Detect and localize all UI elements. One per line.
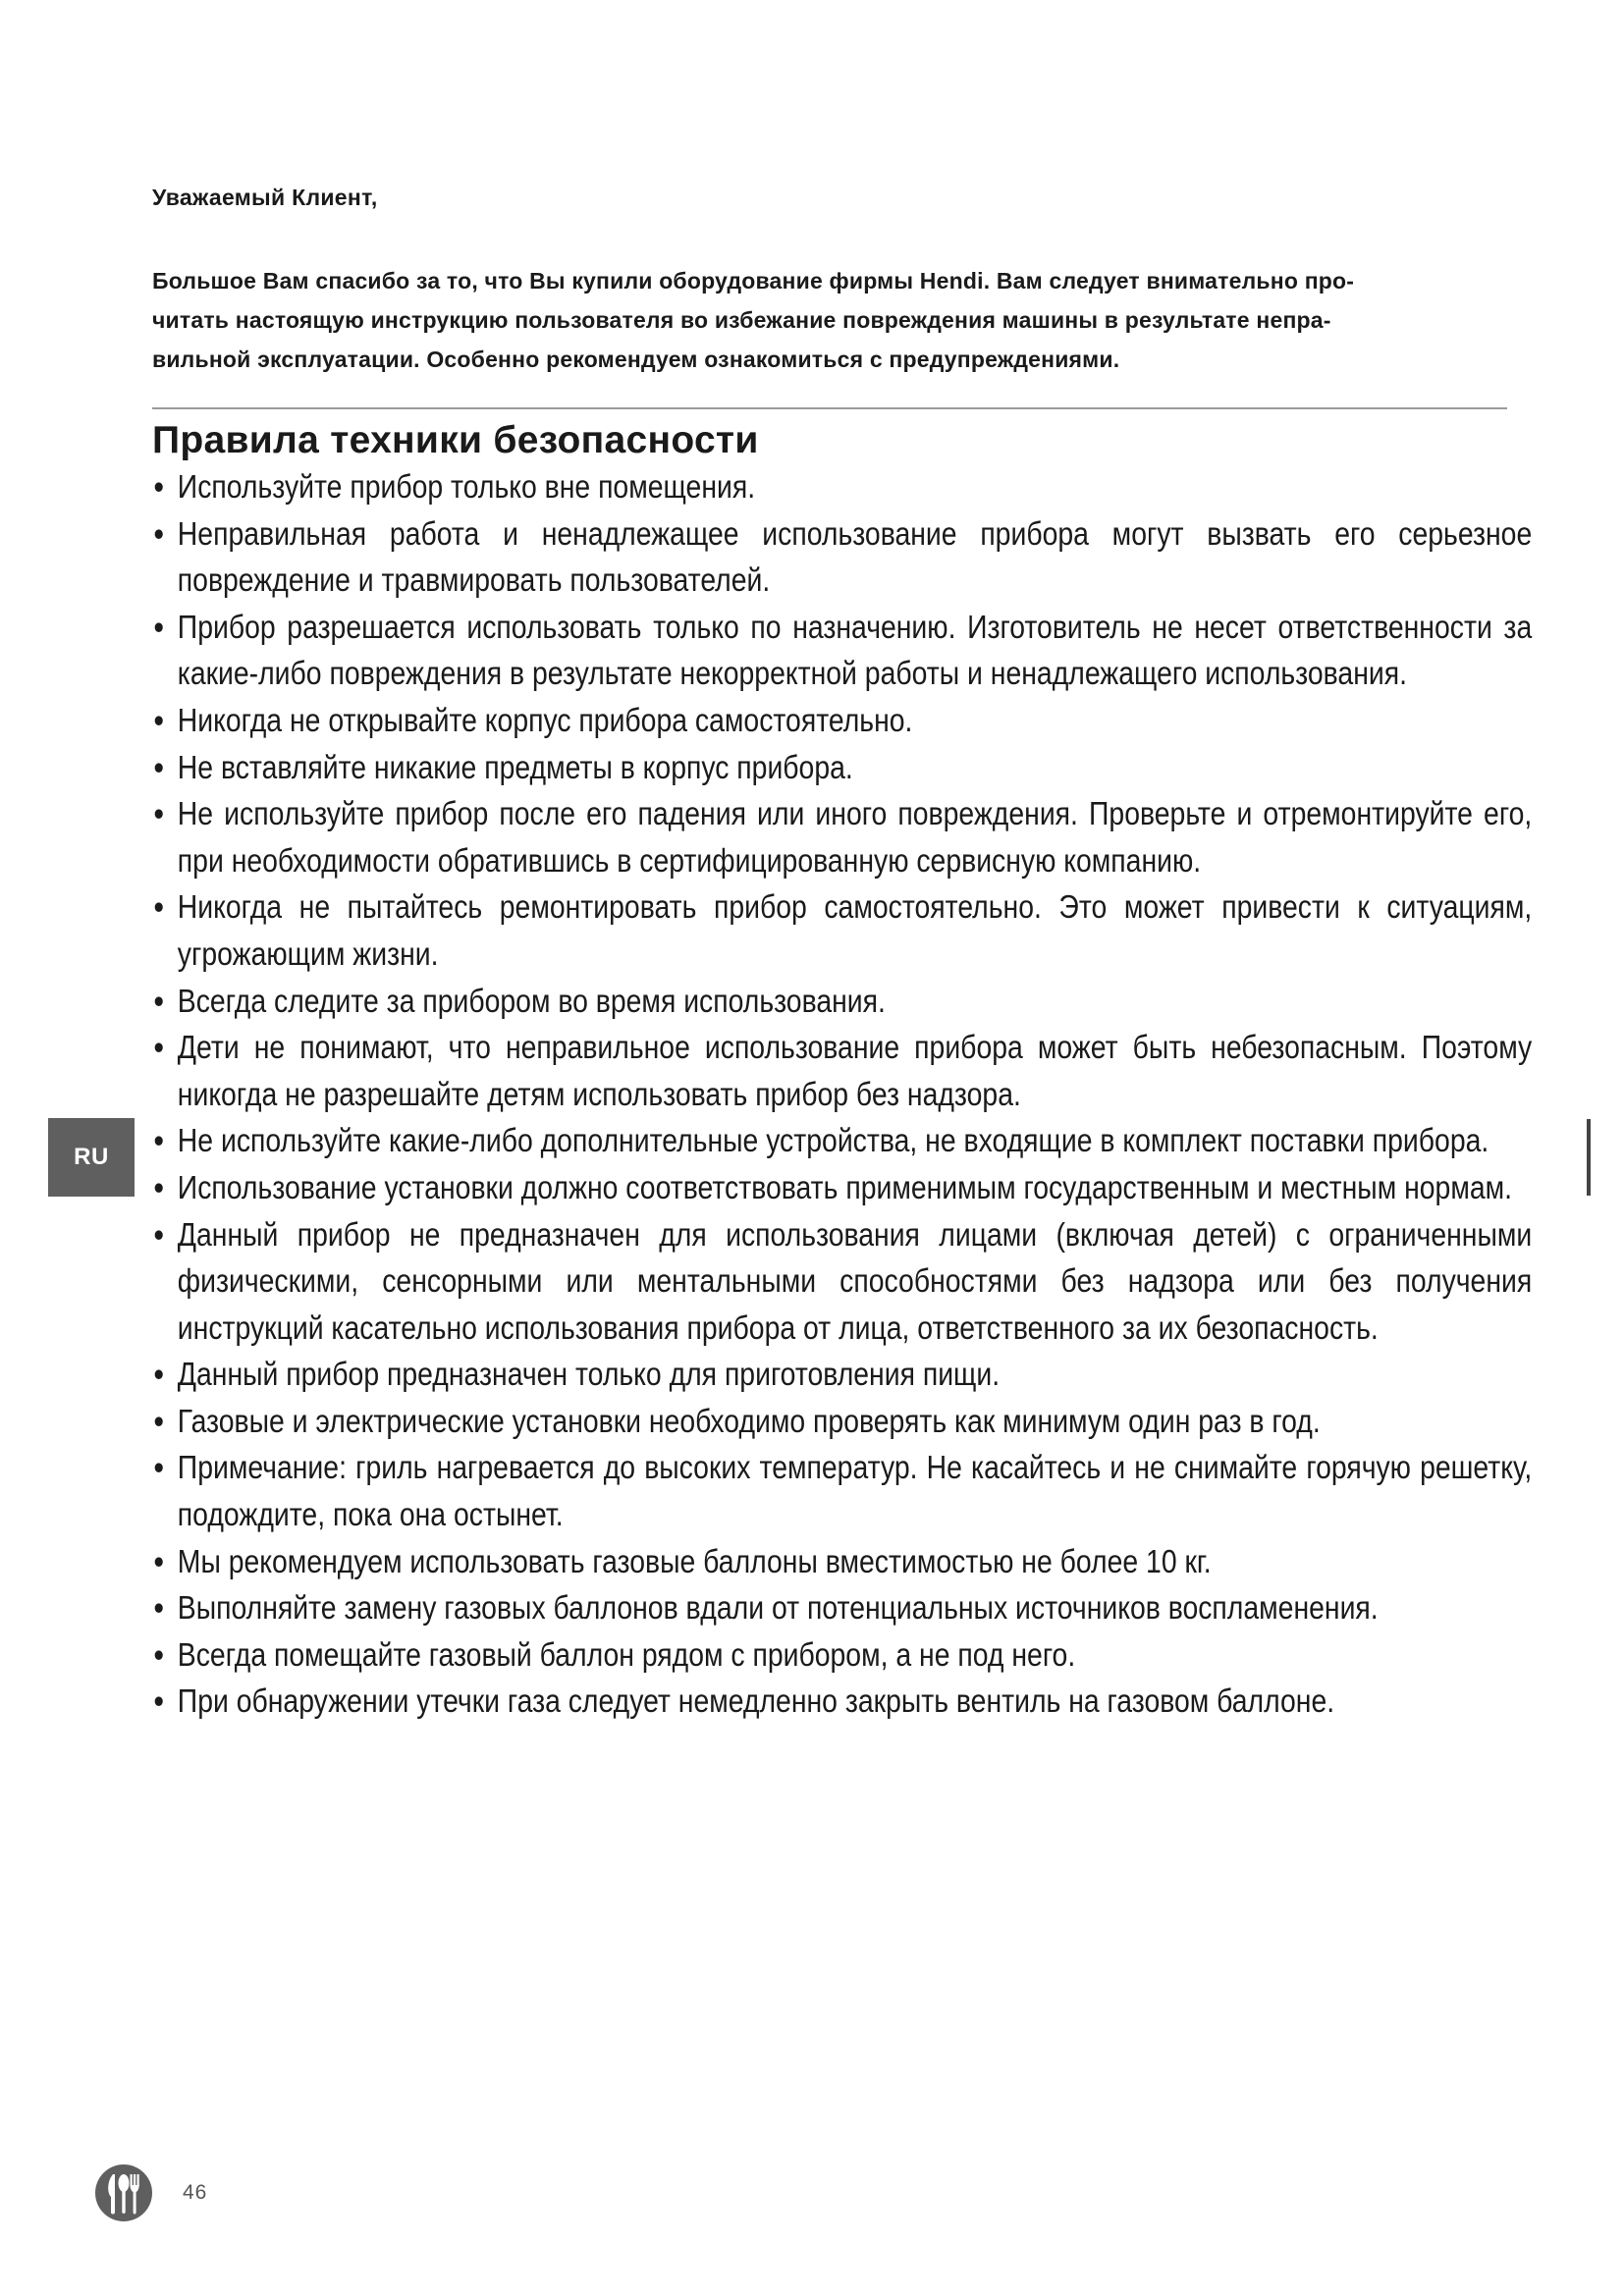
bullet-icon: •: [153, 1682, 164, 1720]
bullet-icon: •: [153, 1449, 164, 1486]
rule-text: Всегда следите за прибором во время использования.: [177, 982, 886, 1019]
list-item: [152, 978, 1532, 1025]
list-item: [152, 510, 1532, 604]
bullet-icon: •: [153, 1542, 164, 1579]
rule-text: Данный прибор предназначен только для приготовления пищи.: [177, 1356, 1001, 1393]
greeting: Уважаемый Клиент,: [152, 185, 378, 210]
bullet-icon: •: [153, 1215, 164, 1253]
list-item: [152, 1538, 1532, 1585]
rule-text: Не используйте прибор после его падения или иного повреждения. Проверьте и отремонтируйте его, при необходимости обратившись в сертифицированную сервисную компанию.: [177, 795, 1533, 879]
list-item: [152, 1584, 1532, 1631]
bullet-icon: •: [153, 701, 164, 738]
bullet-icon: •: [153, 795, 164, 832]
rule-text: Неправильная работа и ненадлежащее использование прибора могут вызвать его серьезное повреждение и травмировать пользователей.: [177, 514, 1533, 599]
margin-marker: [1587, 1119, 1591, 1196]
rule-text: Прибор разрешается использовать только по назначению. Изготовитель не несет ответственности за какие-либо повреждения в результате некорректной работы и ненадлежащего использования.: [177, 608, 1533, 692]
bullet-icon: •: [153, 1029, 164, 1066]
list-item: [152, 1678, 1532, 1725]
rule-text: При обнаружении утечки газа следует немедленно закрыть вентиль на газовом баллоне.: [177, 1682, 1335, 1720]
intro-line: вильной эксплуатации. Особенно рекомендуем ознакомиться с предупреждениями.: [152, 347, 1120, 372]
bullet-icon: •: [153, 1122, 164, 1159]
rule-text: Всегда помещайте газовый баллон рядом с прибором, а не под него.: [177, 1635, 1076, 1673]
page-number: 46: [183, 2181, 208, 2204]
rule-text: Газовые и электрические установки необходимо проверять как минимум один раз в год.: [177, 1402, 1321, 1439]
list-item: [152, 1211, 1532, 1352]
bullet-icon: •: [153, 748, 164, 785]
hendi-cutlery-logo-icon: [94, 2163, 153, 2222]
list-item: [152, 463, 1532, 510]
bullet-icon: •: [153, 468, 164, 505]
bullet-icon: •: [153, 888, 164, 926]
rule-text: Используйте прибор только вне помещения.: [177, 468, 756, 505]
rule-text: Не используйте какие-либо дополнительные устройства, не входящие в комплект поставки прибора.: [177, 1122, 1489, 1159]
rule-text: Никогда не пытайтесь ремонтировать прибор самостоятельно. Это может привести к ситуациям, угрожающим жизни.: [177, 888, 1533, 972]
bullet-icon: •: [153, 608, 164, 645]
rule-text: Не вставляйте никакие предметы в корпус прибора.: [177, 748, 853, 785]
list-item: [152, 1444, 1532, 1537]
rule-text: Дети не понимают, что неправильное использование прибора может быть небезопасным. Поэтому никогда не разрешайте детям использовать прибор без надзора.: [177, 1029, 1533, 1112]
list-item: [152, 883, 1532, 977]
list-item: [152, 744, 1532, 791]
bullet-icon: •: [153, 1589, 164, 1627]
intro-line: Большое Вам спасибо за то, что Вы купили оборудование фирмы Hendi. Вам следует внимательно про-: [152, 268, 1355, 294]
list-item: [152, 1351, 1532, 1398]
section-title: Правила техники безопасности: [152, 419, 759, 461]
list-item: [152, 1024, 1532, 1117]
bullet-icon: •: [153, 1402, 164, 1439]
bullet-icon: •: [153, 1356, 164, 1393]
list-item: [152, 1631, 1532, 1679]
bullet-icon: •: [153, 1168, 164, 1205]
rule-text: Никогда не открывайте корпус прибора самостоятельно.: [177, 701, 913, 738]
safety-rules-list: [152, 463, 1532, 1725]
list-item: [152, 790, 1532, 883]
intro-paragraph: [152, 261, 1509, 379]
rule-text: Выполняйте замену газовых баллонов вдали от потенциальных источников воспламенения.: [177, 1589, 1379, 1627]
bullet-icon: •: [153, 982, 164, 1019]
list-item: [152, 1398, 1532, 1445]
intro-line: читать настоящую инструкцию пользователя во избежание повреждения машины в результате непра-: [152, 307, 1331, 333]
list-item: [152, 697, 1532, 744]
section-divider: [152, 407, 1507, 409]
list-item: [152, 1117, 1532, 1164]
rule-text: Примечание: гриль нагревается до высоких температур. Не касайтесь и не снимайте горячую решетку, подождите, пока она остынет.: [177, 1449, 1533, 1533]
rule-text: Мы рекомендуем использовать газовые баллоны вместимостью не более 10 кг.: [177, 1542, 1212, 1579]
list-item: [152, 1164, 1532, 1211]
bullet-icon: •: [153, 514, 164, 552]
rule-text: Использование установки должно соответствовать применимым государственным и местным нормам.: [177, 1168, 1513, 1205]
rule-text: Данный прибор не предназначен для использования лицами (включая детей) с ограниченными физическими, сенсорными или ментальными способностями без надзора или без получения инструкций касательно использования прибора от лица, ответственного за их безопасность.: [177, 1215, 1533, 1346]
list-item: [152, 604, 1532, 697]
language-tab: RU: [48, 1118, 135, 1197]
bullet-icon: •: [153, 1635, 164, 1673]
